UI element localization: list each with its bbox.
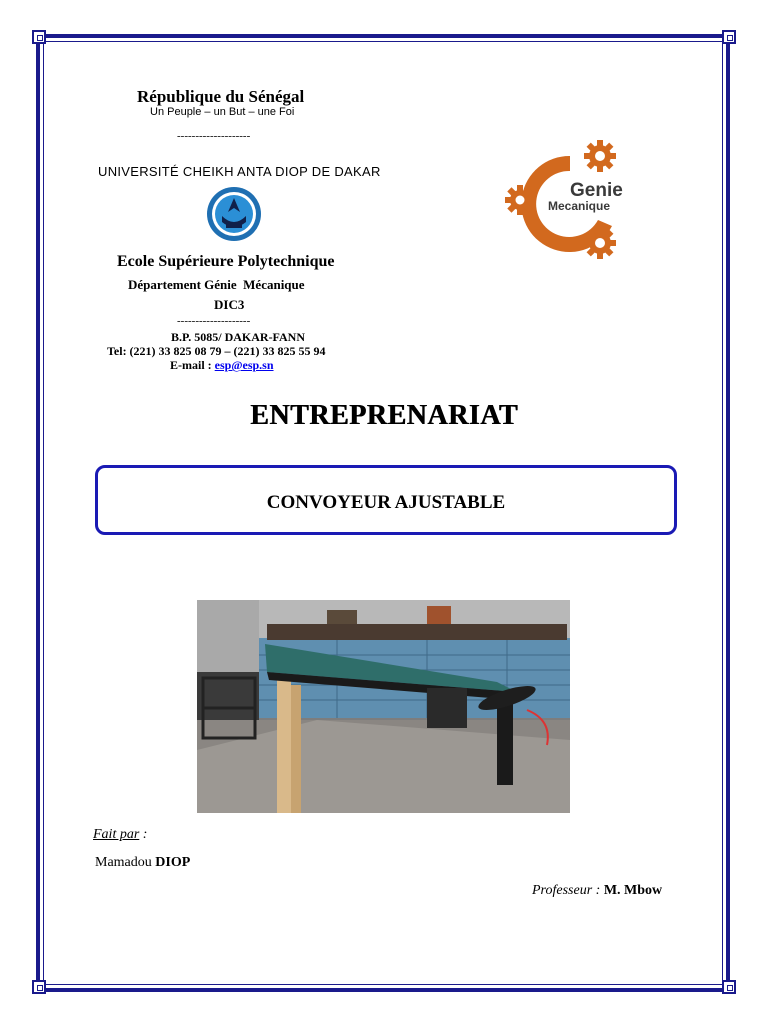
national-motto: Un Peuple – un But – une Foi: [150, 106, 295, 118]
author-name: [95, 855, 190, 871]
separator-line: --------------------: [177, 130, 251, 142]
university-name: UNIVERSITÉ CHEIKH ANTA DIOP DE DAKAR: [98, 164, 381, 179]
telephone: Tel: (221) 33 825 08 79 – (221) 33 825 55 94: [107, 344, 326, 358]
email-label: E-mail :: [170, 358, 215, 372]
author-last-name: DIOP: [155, 855, 191, 870]
author-label-line: [93, 827, 147, 843]
logo-text-genie: Genie: [570, 180, 623, 201]
genie-mecanique-logo-icon: [500, 138, 640, 264]
logo-text-mecanique: Mecanique: [548, 199, 611, 213]
postal-address: B.P. 5085/ DAKAR-FANN: [171, 330, 305, 344]
separator-line-2: --------------------: [177, 315, 251, 327]
author-label-colon: :: [139, 827, 148, 842]
email-link[interactable]: esp@esp.sn: [214, 358, 274, 372]
professor-name: M. Mbow: [603, 883, 663, 898]
department-name: Département Génie Mécanique: [128, 277, 305, 292]
country-name: République du Sénégal: [137, 87, 305, 106]
esp-logo-icon: [206, 186, 262, 242]
conveyor-photo: [197, 600, 570, 813]
project-title: CONVOYEUR AJUSTABLE: [266, 492, 506, 513]
professor-line: [532, 883, 662, 899]
corner-ornament-top-left: [32, 30, 46, 44]
corner-ornament-top-right: [722, 30, 736, 44]
subject-title: ENTREPRENARIAT: [250, 400, 518, 431]
author-first-name: Mamadou: [95, 855, 156, 870]
study-level: DIC3: [214, 297, 245, 312]
school-name: Ecole Supérieure Polytechnique: [117, 253, 335, 270]
corner-ornament-bottom-left: [32, 980, 46, 994]
corner-ornament-bottom-right: [722, 980, 736, 994]
email-line: [170, 358, 274, 373]
professor-label: Professeur :: [532, 883, 604, 898]
project-title-box: [95, 465, 677, 535]
author-label: Fait par: [93, 827, 140, 842]
